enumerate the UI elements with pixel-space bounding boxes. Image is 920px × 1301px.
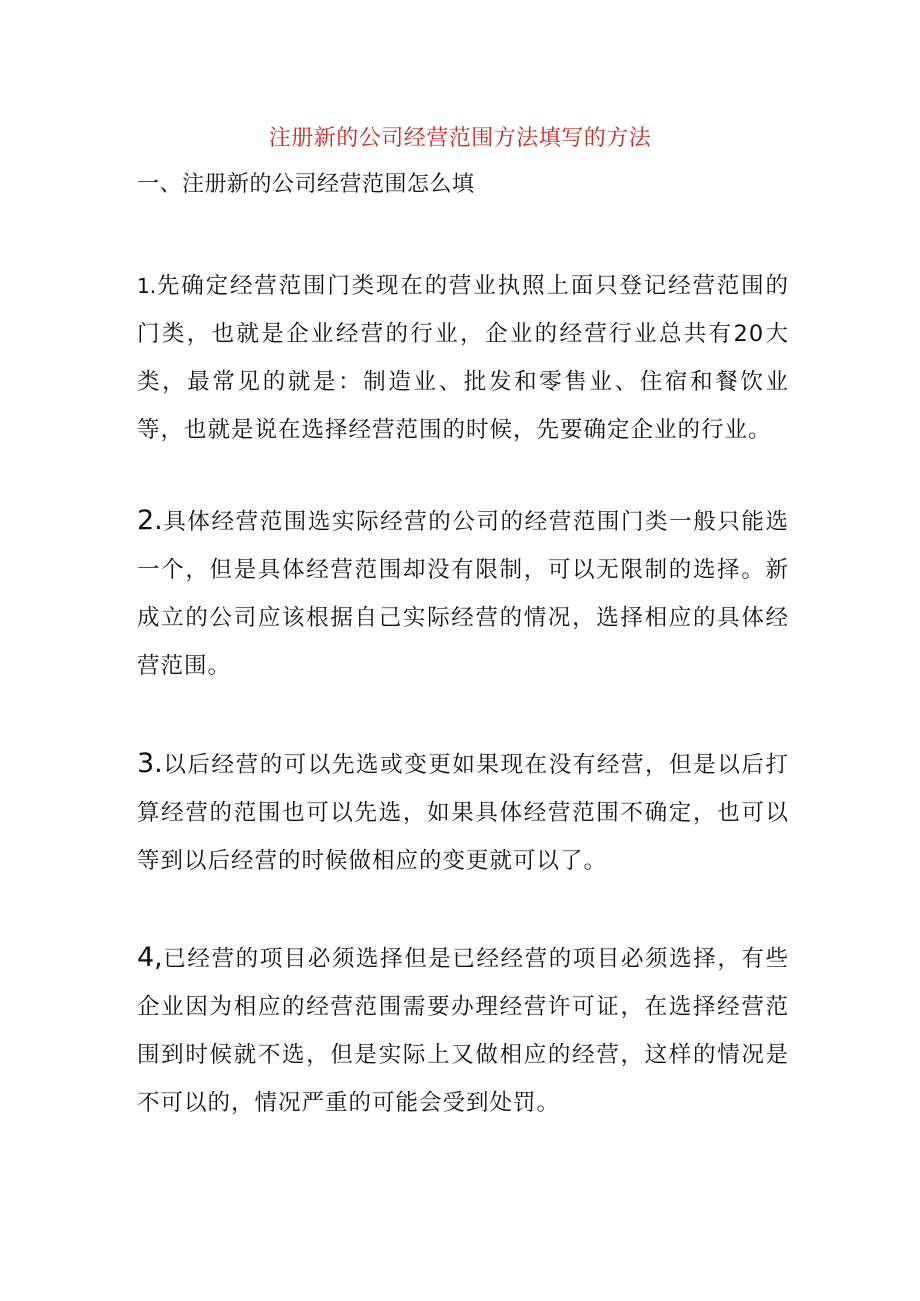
paragraph-text: 先确定经营范围门类现在的营业执照上面只登记经营范围的门类，也就是企业经营的行业，企业的经营行业总共有20大类，最常见的就是：制造业、批发和零售业、住宿和餐饮业等，也就是说在选择经营范围的时候，先要确定企业的行业。 — [137, 273, 789, 443]
paragraph-number: 3. — [137, 748, 163, 779]
paragraph-text: 以后经营的可以先选或变更如果现在没有经营，但是以后打算经营的范围也可以先选，如果具体经营范围不确定，也可以等到以后经营的时候做相应的变更就可以了。 — [137, 752, 789, 874]
paragraph-text: 具体经营范围选实际经营的公司的经营范围门类一般只能选一个，但是具体经营范围却没有限制，可以无限制的选择。新成立的公司应该根据自己实际经营的情况，选择相应的具体经营范围。 — [137, 509, 789, 679]
paragraph-text: 已经营的项目必须选择但是已经经营的项目必须选择，有些企业因为相应的经营范围需要办理经营许可证，在选择经营范围到时候就不选，但是实际上又做相应的经营，这样的情况是不可以的，情况严重的可能会受到处罚。 — [137, 946, 789, 1116]
paragraph-3 — [137, 740, 789, 885]
paragraph-2 — [137, 497, 789, 690]
paragraph-1 — [137, 262, 789, 454]
section-heading: 一、注册新的公司经营范围怎么填 — [137, 172, 475, 197]
paragraph-4 — [137, 934, 789, 1127]
paragraph-number: 1. — [137, 274, 157, 298]
document-title: 注册新的公司经营范围方法填写的方法 — [268, 126, 652, 151]
paragraph-number: 2. — [137, 505, 163, 536]
paragraph-number: 4, — [137, 942, 163, 973]
